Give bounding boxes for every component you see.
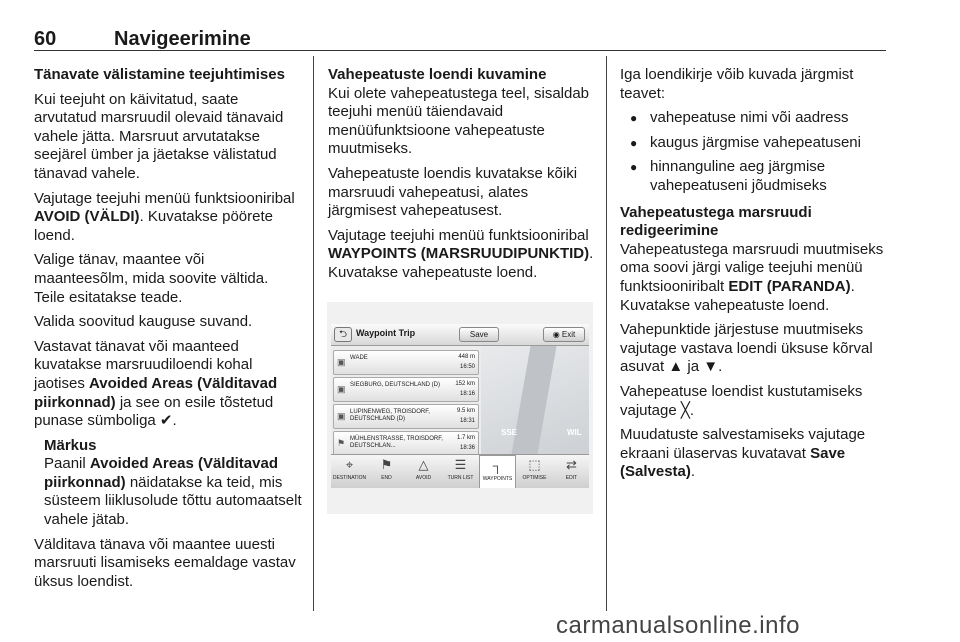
section-heading: Vahepeatustega marsruudi redigeerimine xyxy=(620,203,812,240)
optimise-button[interactable]: ⬚ OPTIMISE xyxy=(516,455,553,488)
column-divider xyxy=(606,56,607,611)
save-button[interactable]: Save xyxy=(459,327,499,342)
paragraph: Vajutage teejuhi menüü funktsiooniribal WAYPOINTS (MARSRUUDIPUNKTID). Kuvatakse vahepeatuste loend. xyxy=(328,226,594,281)
map-road xyxy=(511,346,556,454)
paragraph: Vahepeatustega marsruudi muutmiseks oma soovi järgi valige teejuhi menüü funktsiooniribalt EDIT (PARANDA). Kuvatakse vahepeatuste loend. xyxy=(620,240,884,314)
edit-button[interactable]: ⇄ EDIT xyxy=(553,455,589,488)
column-3 xyxy=(620,66,886,488)
turn-list-button[interactable]: ☰ TURN LIST xyxy=(442,455,479,488)
button-reference: WAYPOINTS (MARSRUUDIPUNKTID) xyxy=(328,245,590,263)
end-icon: ⚑ xyxy=(380,457,393,472)
map-view[interactable] xyxy=(481,346,589,454)
map-label: WIL xyxy=(567,428,582,437)
paragraph: Kui olete vahepeatustega teel, sisaldab teejuhi menüü täiendavaid menüüfunktsioone vahepeatuste muutmiseks. xyxy=(328,84,590,158)
paragraph: Valige tänav, maantee või maanteesõlm, mida soovite vältida. Teile esitatakse teade. xyxy=(34,251,269,306)
header-rule xyxy=(34,50,886,51)
nav-screen xyxy=(331,324,589,488)
menu-reference: Avoided Areas (Välditavad piirkonnad) xyxy=(34,374,278,411)
info-list xyxy=(620,109,886,195)
destination-button[interactable]: ⌖ DESTINATION xyxy=(332,457,367,481)
section-heading: Vahepeatuste loendi kuvamine xyxy=(328,66,547,83)
page-number: 60 xyxy=(34,28,57,50)
screen-title: Waypoint Trip xyxy=(356,328,416,338)
paragraph: Vahepunktide järjestuse muutmiseks vajutage vastava loendi üksuse kõrval asuvat ▲ ja ▼. xyxy=(620,321,873,376)
screen-topbar xyxy=(331,324,589,346)
destination-icon: ⌖ xyxy=(345,457,354,472)
turn-list-icon: ☰ xyxy=(454,457,467,472)
waypoint-icon: ▣ xyxy=(337,384,346,394)
list-item[interactable]: ▣ SIEGBURG, DEUTSCHLAND (D) 152 km 18:16 xyxy=(333,377,479,402)
chapter-title: Navigeerimine xyxy=(114,28,251,50)
button-reference: AVOID (VÄLDI) xyxy=(34,208,140,226)
paragraph: Vahepeatuste loendis kuvatakse kõiki marsruudi vahepeatusi, alates järgmisest vahepeatusest. xyxy=(328,164,578,220)
button-reference: EDIT (PARANDA) xyxy=(728,277,851,295)
page-header xyxy=(34,28,886,52)
paragraph: Iga loendikirje võib kuvada järgmist teavet: xyxy=(620,66,854,102)
paragraph: Muudatuste salvestamiseks vajutage ekraani ülaservas kuvatavat Save (Salvesta). xyxy=(620,426,866,481)
paragraph: Kui teejuht on käivitatud, saate arvutatud marsruudil olevaid tänavaid vahele jätta. Marsruut arvutatakse seejärel ümber ja jäetakse välistatud tänavad vahele. xyxy=(34,90,284,182)
waypoints-icon: ┐ xyxy=(492,458,503,473)
paragraph: Välditava tänava või maantee uuesti marsruuti lisamiseks eemaldage vastav üksus loendist. xyxy=(34,535,296,590)
paragraph: Valida soovitud kauguse suvand. xyxy=(34,313,253,331)
button-reference: Save (Salvesta) xyxy=(620,444,846,481)
waypoint-icon: ▣ xyxy=(337,357,346,367)
flag-icon: ⚑ xyxy=(337,438,346,448)
column-divider xyxy=(313,56,314,611)
list-item: ● kaugus järgmise vahepeatuseni xyxy=(620,134,886,153)
waypoint-icon: ▣ xyxy=(337,411,346,421)
avoid-button[interactable]: △ AVOID xyxy=(405,455,442,488)
list-item[interactable]: ▣ WADE 448 m 16:50 xyxy=(333,350,479,375)
section-heading: Tänavate välistamine teejuhtimises xyxy=(34,66,285,83)
column-2 xyxy=(328,66,594,289)
map-label: SSE xyxy=(501,428,518,437)
function-bar xyxy=(331,454,589,488)
paragraph: Vajutage teejuhi menüü funktsiooniribal AVOID (VÄLDI). Kuvatakse pöörete loend. xyxy=(34,189,295,244)
avoid-icon: △ xyxy=(418,457,429,472)
end-button[interactable]: ⚑ END xyxy=(368,455,405,488)
paragraph: Vahepeatuse loendist kustutamiseks vajutage ╳. xyxy=(620,382,863,419)
column-1 xyxy=(34,66,302,597)
back-arrow-icon[interactable]: ⮌ xyxy=(334,327,352,342)
paragraph: Vastavat tänavat või maanteed kuvatakse marsruudiloendi kohal jaotises Avoided Areas (Välditavad piirkonnad) ja see on esile tõstetud punase sümboliga ✔. xyxy=(34,337,278,430)
navigation-screenshot xyxy=(327,302,593,514)
list-item[interactable]: ▣ LUPINENWEG, TROISDORF, DEUTSCHLAND (D) 9.5 km 18:31 xyxy=(333,404,479,429)
exit-button[interactable]: ◉ Exit xyxy=(543,327,585,342)
edit-icon: ⇄ xyxy=(566,457,577,472)
list-item: ● hinnanguline aeg järgmise vahepeatuseni jõudmiseks xyxy=(620,158,886,195)
list-item: ● vahepeatuse nimi või aadress xyxy=(620,109,886,128)
note-text: Paanil Avoided Areas (Välditavad piirkonnad) näidatakse ka teid, mis süsteem liiklusolude tõttu automaatselt vahele jätab. xyxy=(44,455,302,529)
optimise-icon: ⬚ xyxy=(528,457,541,472)
waypoints-button[interactable]: ┐ WAYPOINTS xyxy=(479,455,516,488)
waypoint-list xyxy=(333,350,479,458)
list-item[interactable]: ⚑ MÜHLENSTRASSE, TROISDORF, DEUTSCHLAN... 1.7 km 18:36 xyxy=(333,431,479,456)
note-title: Märkus xyxy=(44,436,97,454)
watermark: carmanualsonline.info xyxy=(556,612,800,639)
note-box xyxy=(34,437,302,530)
